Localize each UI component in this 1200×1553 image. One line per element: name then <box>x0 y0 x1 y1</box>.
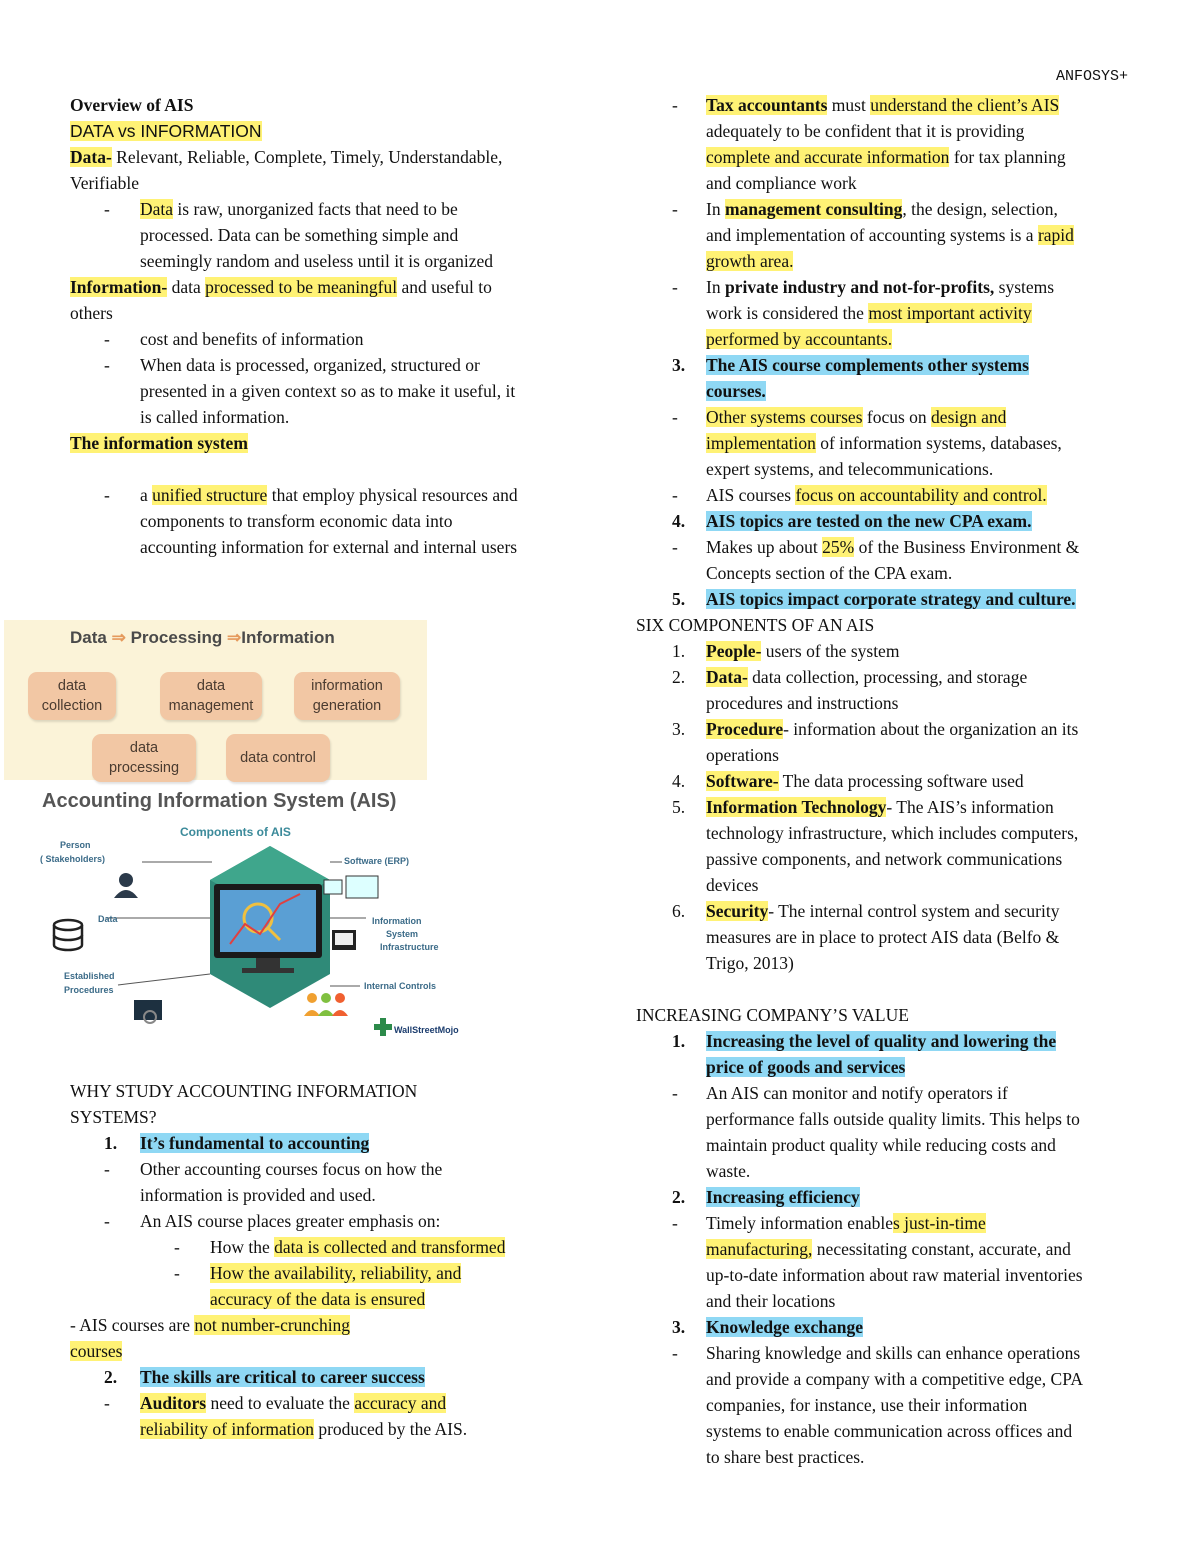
information-definition: Information- data processed to be meaningful and useful to <box>70 277 492 297</box>
bullet-data-processed: - When data is processed, organized, structured or presented in a given context so as to make it useful, it is called information. <box>104 355 516 427</box>
value-point-1: 1. Increasing the level of quality and lowering the price of goods and services <box>672 1031 1057 1077</box>
procedures-icon <box>134 1000 162 1020</box>
component-software: 4. Software- The data processing software used <box>672 771 1024 791</box>
why-study-section <box>70 1078 590 1442</box>
value-bullet-quality: - An AIS can monitor and notify operators if performance falls outside quality limits. This helps to maintain product quality while reducing costs and waste. <box>672 1083 1080 1181</box>
label-brand: WallStreetMojo <box>394 1025 459 1035</box>
label-infra-c: Infrastructure <box>380 942 439 952</box>
information-definition-cont: others <box>70 303 113 323</box>
why-study-title: WHY STUDY ACCOUNTING INFORMATION <box>70 1081 418 1101</box>
why-not-number-crunching: - AIS courses are not number-crunching <box>70 1315 351 1335</box>
why-point-3: 3. The AIS course complements other systems courses. <box>672 355 1029 401</box>
label-components: Components of AIS <box>180 825 291 839</box>
left-column <box>70 92 590 560</box>
ais-diagram-title: Accounting Information System (AIS) <box>42 790 397 812</box>
why-point-2: 2. The skills are critical to career success <box>104 1367 425 1387</box>
label-infra-b: System <box>386 929 419 939</box>
data-vs-information-heading: DATA vs INFORMATION <box>70 121 262 141</box>
box-data-collection: data collection <box>28 672 116 720</box>
bullet-cpa-exam: - Makes up about 25% of the Business Environment & Concepts section of the CPA exam. <box>672 537 1080 583</box>
bullet-tax-accountants: - Tax accountants must understand the client’s AIS adequately to be confident that it is providing complete and accurate information for tax planning and compliance work <box>672 95 1066 193</box>
component-information-technology: 5. Information Technology- The AIS’s information technology infrastructure, which includes computers, passive components, and network communications devices <box>672 797 1079 895</box>
why-point-1: 1. It’s fundamental to accounting <box>104 1133 370 1153</box>
label-infra-a: Information <box>372 916 422 926</box>
software-icon <box>324 880 342 894</box>
why-bullet-other-courses: - Other accounting courses focus on how the information is provided and used. <box>104 1159 443 1205</box>
label-software: Software (ERP) <box>344 856 410 866</box>
increasing-value-title: INCREASING COMPANY’S VALUE <box>636 1005 909 1025</box>
why-point-5: 5. AIS topics impact corporate strategy and culture. <box>672 589 1076 609</box>
six-components-title: SIX COMPONENTS OF AN AIS <box>636 615 875 635</box>
value-point-2: 2. Increasing efficiency <box>672 1187 860 1207</box>
why-sub-bullet-collected: - How the data is collected and transformed <box>174 1237 506 1257</box>
bullet-other-systems-courses: - Other systems courses focus on design and implementation of information systems, databases, expert systems, and telecommunications. <box>672 407 1062 479</box>
person-icon <box>119 873 133 887</box>
document-header-code: ANFOSYS+ <box>1055 68 1128 85</box>
diagram-title: Data ⇒ Processing ⇒Information <box>70 628 335 647</box>
ais-components-diagram <box>30 784 480 1046</box>
bullet-ais-courses: - AIS courses focus on accountability and control. <box>672 485 1047 505</box>
box-data-processing: data processing <box>92 734 196 782</box>
component-data: 2. Data- data collection, processing, and storage procedures and instructions <box>672 667 1028 713</box>
why-bullet-auditors: - Auditors need to evaluate the accuracy and reliability of information produced by the AIS. <box>104 1393 468 1439</box>
box-information-generation: information generation <box>294 672 400 720</box>
label-stakeholders: ( Stakeholders) <box>40 854 106 864</box>
why-sub-bullet-availability: - How the availability, reliability, and accuracy of the data is ensured <box>174 1263 462 1309</box>
data-processing-information-diagram <box>4 620 427 780</box>
component-people: 1. People- users of the system <box>672 641 900 661</box>
label-data: Data <box>98 914 118 924</box>
people-group-icon <box>304 993 348 1016</box>
bullet-private-industry: - In private industry and not-for-profits, systems work is considered the most important activity performed by accountants. <box>672 277 1055 349</box>
why-study-title-cont: SYSTEMS? <box>70 1107 157 1127</box>
box-data-management: data management <box>160 672 262 720</box>
data-definition-cont: Verifiable <box>70 173 139 193</box>
bullet-cost-benefits: - cost and benefits of information <box>104 329 364 349</box>
box-data-control: data control <box>226 734 330 782</box>
component-procedure: 3. Procedure- information about the organization an its operations <box>672 719 1079 765</box>
bullet-data-raw: - Data is raw, unorganized facts that need to be processed. Data can be something simple and seemingly random and useless until it is organized <box>104 199 494 271</box>
label-established: Established <box>64 971 115 981</box>
right-column <box>636 92 1136 1470</box>
database-icon <box>54 920 82 950</box>
why-not-number-crunching-cont: courses <box>70 1341 123 1361</box>
data-definition: Data- Relevant, Reliable, Complete, Timely, Understandable, <box>70 147 503 167</box>
section-title-overview: Overview of AIS <box>70 95 194 115</box>
value-bullet-knowledge: - Sharing knowledge and skills can enhance operations and provide a company with a competitive edge, CPA companies, for instance, use their information systems to enable communication across offices and to share best practices. <box>672 1343 1083 1467</box>
why-bullet-emphasis: - An AIS course places greater emphasis on: <box>104 1211 441 1231</box>
why-point-4: 4. AIS topics are tested on the new CPA exam. <box>672 511 1032 531</box>
value-point-3: 3. Knowledge exchange <box>672 1317 864 1337</box>
bullet-unified-structure: - a unified structure that employ physical resources and components to transform economic data into accounting information for external and internal users <box>104 485 518 557</box>
value-bullet-efficiency: - Timely information enables just-in-time manufacturing, necessitating constant, accurate, and up-to-date information about raw material inventories and their locations <box>672 1213 1083 1311</box>
component-security: 6. Security- The internal control system and security measures are in place to protect AIS data (Belfo & Trigo, 2013) <box>672 901 1060 973</box>
brand-cross-icon <box>374 1018 392 1036</box>
label-person: Person <box>60 840 91 850</box>
information-system-heading: The information system <box>70 433 248 453</box>
label-procedures: Procedures <box>64 985 114 995</box>
bullet-management-consulting: - In management consulting, the design, selection, and implementation of accounting systems is a rapid growth area. <box>672 199 1074 271</box>
label-internal-controls: Internal Controls <box>364 981 437 991</box>
